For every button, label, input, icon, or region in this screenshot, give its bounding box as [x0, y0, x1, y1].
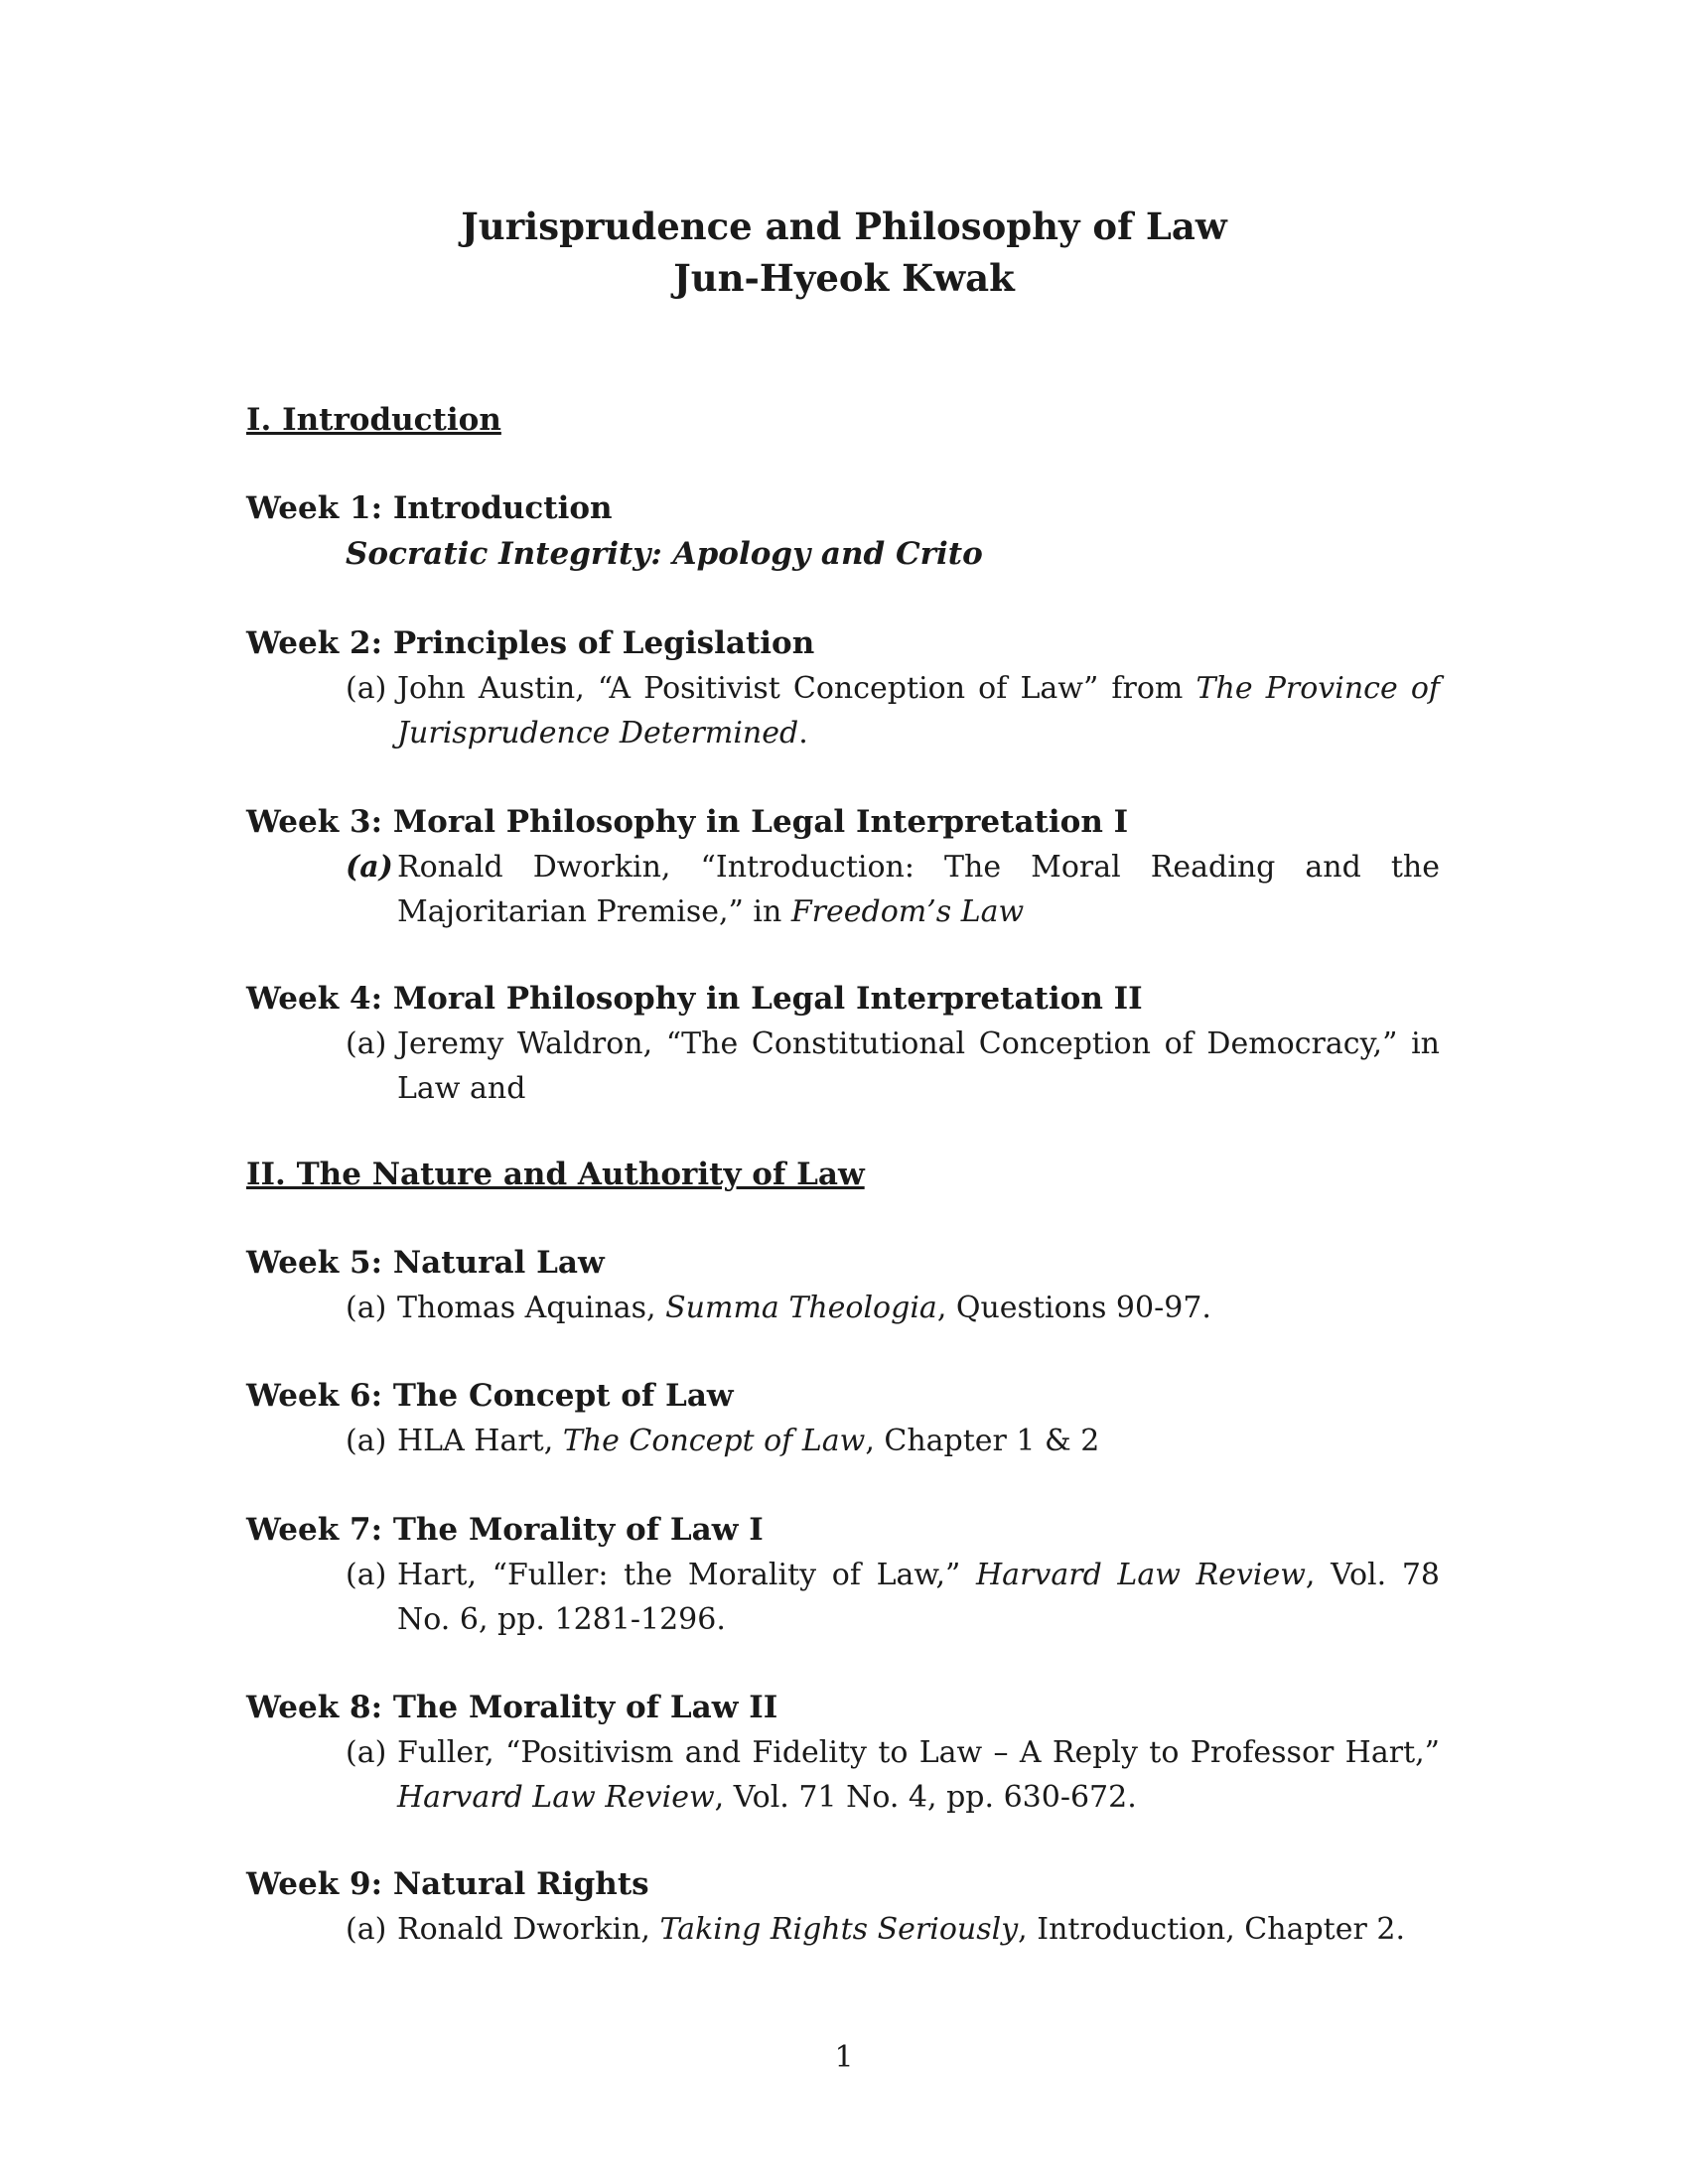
week-label: Week 8	[246, 1690, 371, 1725]
reading-entry	[346, 1907, 1440, 1952]
week-heading: Week 3: Moral Philosophy in Legal Interpretation I	[246, 804, 1129, 840]
week-title: Moral Philosophy in Legal Interpretation II	[392, 981, 1143, 1017]
week-heading: Week 4: Moral Philosophy in Legal Interpretation II	[246, 981, 1143, 1017]
entry-title: The Province of Jurisprudence Determined	[397, 671, 1440, 751]
week-title: Introduction	[392, 490, 613, 526]
entry-text-end: , Chapter 1 & 2	[865, 1424, 1100, 1458]
week-heading: Week 2: Principles of Legislation	[246, 625, 815, 661]
section-heading-introduction: I. Introduction	[246, 402, 501, 438]
entry-title: Freedom’s Law	[790, 894, 1025, 929]
entry-text-end: , Vol. 71 No. 4, pp. 630-672.	[714, 1780, 1137, 1815]
week-label: Week 9	[246, 1866, 371, 1902]
reading-entry	[346, 1553, 1440, 1642]
week-heading: Week 8: The Morality of Law II	[246, 1690, 778, 1725]
entry-marker: (a)	[346, 1735, 387, 1770]
reading-entry	[346, 845, 1440, 934]
week-title: Natural Rights	[392, 1866, 649, 1902]
document-title: Jurisprudence and Philosophy of Law	[461, 205, 1227, 248]
entry-text-end: , Questions 90-97.	[936, 1291, 1211, 1325]
week-heading: Week 9: Natural Rights	[246, 1866, 649, 1902]
entry-text-end: , Vol. 78 No. 6, pp. 1281-1296.	[397, 1558, 1440, 1637]
entry-marker: (a)	[346, 850, 393, 885]
week-title: The Morality of Law I	[392, 1512, 764, 1548]
entry-text: John Austin, “A Positivist Conception of Law” from	[397, 671, 1196, 706]
week-title: The Concept of Law	[392, 1378, 734, 1414]
week-heading: Week 5: Natural Law	[246, 1245, 605, 1281]
entry-text: Ronald Dworkin, “Introduction: The Moral Reading and the Majoritarian Premise,” in	[397, 850, 1440, 929]
week-label: Week 1	[246, 490, 371, 526]
entry-text-end: , Introduction, Chapter 2.	[1018, 1912, 1405, 1947]
week-label: Week 7	[246, 1512, 371, 1548]
document-author: Jun-Hyeok Kwak	[673, 256, 1015, 300]
week-heading: Week 7: The Morality of Law I	[246, 1512, 764, 1548]
entry-marker: (a)	[346, 1291, 387, 1325]
week-title: Principles of Legislation	[392, 625, 815, 661]
week-label: Week 3	[246, 804, 371, 840]
entry-title: Taking Rights Seriously	[659, 1912, 1019, 1947]
week-title: Natural Law	[392, 1245, 605, 1281]
entry-text: Fuller, “Positivism and Fidelity to Law – A Reply to Professor Hart,”	[397, 1735, 1440, 1770]
week-label: Week 2	[246, 625, 371, 661]
entry-text: Jeremy Waldron, “The Constitutional Conception of Democracy,” in Law and	[397, 1026, 1440, 1106]
week-heading: Week 6: The Concept of Law	[246, 1378, 734, 1414]
entry-text: HLA Hart,	[397, 1424, 563, 1458]
entry-title: Harvard Law Review	[397, 1780, 715, 1815]
week-subtitle: Socratic Integrity: Apology and Crito	[346, 536, 983, 572]
entry-marker: (a)	[346, 1026, 387, 1061]
entry-marker: (a)	[346, 1912, 387, 1947]
week-label: Week 6	[246, 1378, 371, 1414]
section-heading-nature-authority: II. The Nature and Authority of Law	[246, 1157, 865, 1192]
entry-title: The Concept of Law	[562, 1424, 866, 1458]
entry-text: Ronald Dworkin,	[397, 1912, 660, 1947]
entry-text: Thomas Aquinas,	[397, 1291, 666, 1325]
reading-entry	[346, 666, 1440, 755]
week-label: Week 4	[246, 981, 371, 1017]
week-title: Moral Philosophy in Legal Interpretation I	[392, 804, 1129, 840]
entry-title: Harvard Law Review	[976, 1558, 1306, 1592]
reading-entry	[346, 1730, 1440, 1820]
entry-marker: (a)	[346, 671, 387, 706]
week-label: Week 5	[246, 1245, 371, 1281]
week-heading: Week 1: Introduction	[246, 490, 613, 526]
week-title: The Morality of Law II	[392, 1690, 778, 1725]
reading-entry	[346, 1419, 1440, 1463]
entry-marker: (a)	[346, 1424, 387, 1458]
entry-text-end: .	[798, 716, 808, 751]
entry-text: Hart, “Fuller: the Morality of Law,”	[397, 1558, 977, 1592]
entry-marker: (a)	[346, 1558, 387, 1592]
entry-title: Summa Theologia	[665, 1291, 937, 1325]
reading-entry	[346, 1022, 1440, 1111]
reading-entry	[346, 1286, 1440, 1330]
page-number: 1	[834, 2040, 854, 2075]
